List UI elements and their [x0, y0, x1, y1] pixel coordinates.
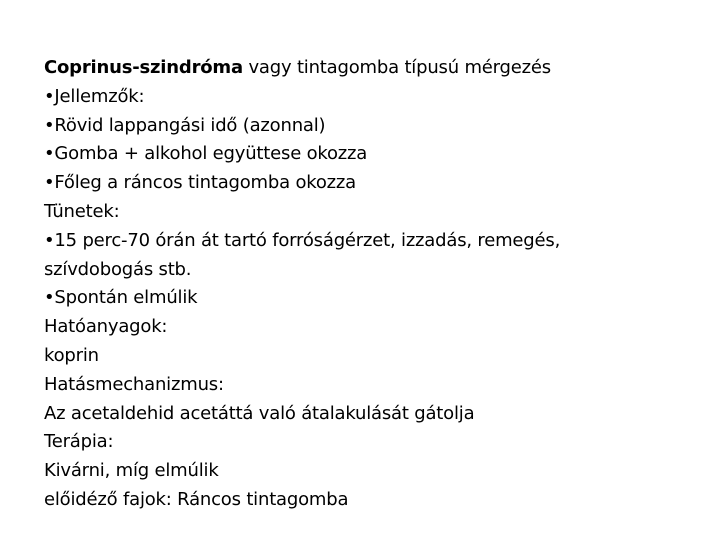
symptoms-heading: Tünetek:	[44, 200, 120, 222]
symptoms-continued: szívdobogás stb.	[44, 258, 192, 280]
active-substances-heading: Hatóanyagok:	[44, 316, 168, 338]
bullet-incubation: •Rövid lappangási idő (azonnal)	[44, 114, 326, 136]
bullet-symptoms: •15 perc-70 órán át tartó forróságérzet, izzadás, remegés,	[44, 229, 561, 251]
therapy-heading: Terápia:	[44, 431, 114, 453]
bullet-main-species: •Főleg a ráncos tintagomba okozza	[44, 172, 357, 194]
causing-species: előidéző fajok: Ráncos tintagomba	[44, 488, 349, 510]
characteristics-heading: •Jellemzők:	[44, 85, 145, 107]
slide-title-line	[44, 54, 704, 83]
syndrome-name: Coprinus-szindróma	[44, 57, 243, 78]
bullet-spontaneous: •Spontán elmúlik	[44, 287, 198, 309]
therapy-value: Kivárni, míg elmúlik	[44, 460, 219, 482]
mechanism-value: Az acetaldehid acetáttá való átalakulását gátolja	[44, 402, 475, 424]
slide-text-body	[44, 54, 704, 515]
syndrome-subtitle: vagy tintagomba típusú mérgezés	[242, 57, 551, 78]
mechanism-heading: Hatásmechanizmus:	[44, 373, 224, 395]
active-substance-value: koprin	[44, 344, 99, 366]
bullet-cause-alcohol: •Gomba + alkohol együttese okozza	[44, 143, 368, 165]
